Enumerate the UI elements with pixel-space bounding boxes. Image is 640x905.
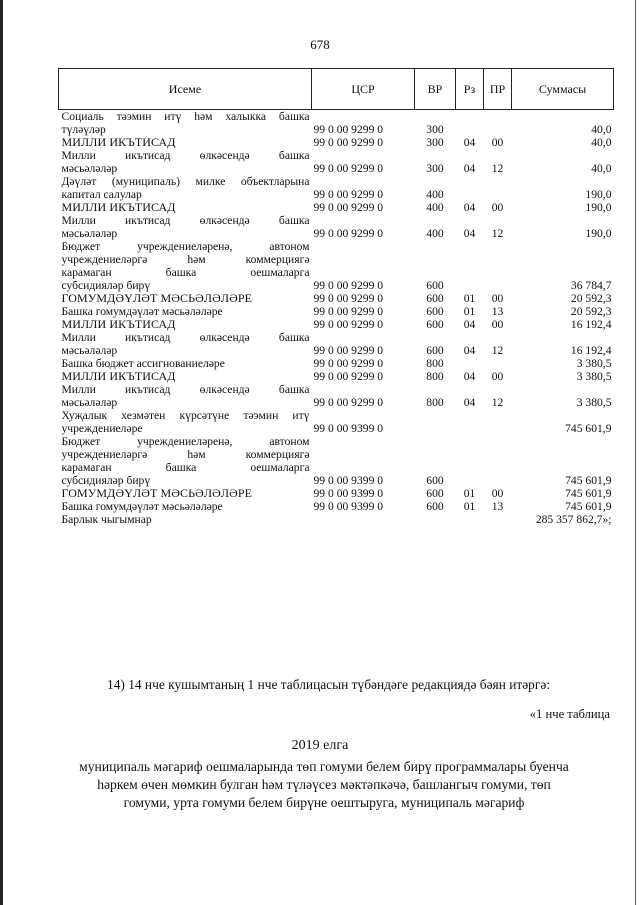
row-csr: 99 0 00 9399 0	[313, 422, 384, 435]
row-vr: 400	[426, 227, 444, 240]
row-csr: 99 0 00 9299 0	[313, 227, 384, 240]
row-rz: 04	[463, 227, 476, 240]
row-pr: 00	[491, 487, 504, 500]
row-vr: 600	[426, 500, 444, 513]
page-number: 678	[310, 37, 330, 52]
row-name-line: мәсьәләләр	[61, 227, 118, 240]
row-rz: 04	[463, 344, 476, 357]
row-pr: 00	[491, 370, 504, 383]
row-name	[59, 487, 312, 500]
row-rz: 01	[463, 292, 476, 305]
row-sum: 745 601,9	[565, 474, 612, 487]
row-rz: 04	[463, 162, 476, 175]
row-name	[59, 409, 312, 435]
row-csr: 99 0 00 9299 0	[313, 396, 384, 409]
row-vr: 400	[426, 201, 444, 214]
row-sum: 36 784,7	[570, 279, 612, 292]
row-vr: 600	[426, 474, 444, 487]
row-name-line: ГОМУМДӘҮЛӘТ МӘСЬӘЛӘЛӘРЕ	[61, 486, 253, 500]
row-vr	[415, 513, 456, 526]
table-row	[59, 500, 614, 513]
row-rz	[456, 357, 484, 370]
table-row	[59, 318, 614, 331]
row-csr: 99 0 00 9399 0	[313, 487, 384, 500]
row-rz	[456, 513, 484, 526]
table-row	[59, 175, 614, 201]
row-vr: 600	[426, 292, 444, 305]
row-name	[59, 331, 312, 357]
row-name-line: Башка гомумдәүләт мәсьәләләре	[61, 305, 223, 318]
row-pr	[484, 435, 512, 487]
row-rz: 04	[463, 201, 476, 214]
header-vr: ВР	[415, 69, 456, 110]
table-row	[59, 214, 614, 240]
row-name	[59, 500, 312, 513]
row-vr: 600	[426, 487, 444, 500]
table-row	[59, 240, 614, 292]
scan-right-border	[635, 0, 636, 905]
table-row	[59, 201, 614, 214]
row-rz: 04	[463, 318, 476, 331]
year-heading: 2019 елга	[291, 738, 349, 753]
scan-left-border	[0, 0, 3, 905]
row-name-line: Бюджет учреждениеләренә, автоном	[61, 240, 310, 253]
description-line: һәркем өчен мөмкин булган һәм түләүсез мәктәпкәчә, башлангыч гомуми, төп	[97, 777, 551, 792]
row-pr: 12	[491, 227, 504, 240]
row-name-line: МИЛЛИ ИКЪТИСАД	[61, 200, 176, 214]
row-csr: 99 0 00 9299 0	[313, 292, 384, 305]
row-pr: 12	[491, 162, 504, 175]
row-name-line: карамаган башка оешмаларга	[61, 266, 310, 279]
header-pr: ПР	[484, 69, 512, 110]
row-name	[59, 175, 312, 201]
row-sum: 285 357 862,7»;	[535, 513, 612, 526]
row-name-line: МИЛЛИ ИКЪТИСАД	[61, 369, 176, 383]
row-sum: 40,0	[591, 162, 612, 175]
row-rz: 04	[463, 136, 476, 149]
table-row	[59, 383, 614, 409]
row-name-line: карамаган башка оешмаларга	[61, 461, 310, 474]
row-sum: 3 380,5	[576, 357, 612, 370]
row-rz	[456, 409, 484, 435]
table-row	[59, 370, 614, 383]
row-sum: 745 601,9	[565, 500, 612, 513]
row-name	[59, 240, 312, 292]
row-sum: 40,0	[591, 123, 612, 136]
row-name-line: Башка бюджет ассигнованиеләре	[61, 357, 225, 370]
header-name: Исеме	[59, 69, 312, 110]
budget-table	[58, 68, 614, 526]
table-row	[59, 513, 614, 526]
row-vr: 300	[426, 123, 444, 136]
row-rz	[456, 175, 484, 201]
row-name-line: Барлык чыгымнар	[61, 513, 152, 526]
row-name	[59, 435, 312, 487]
row-pr: 00	[491, 201, 504, 214]
table-row	[59, 331, 614, 357]
row-name	[59, 292, 312, 305]
row-name	[59, 149, 312, 175]
row-sum: 40,0	[591, 136, 612, 149]
row-csr: 99 0 00 9299 0	[313, 123, 384, 136]
row-vr: 600	[426, 318, 444, 331]
row-rz: 04	[463, 396, 476, 409]
row-vr: 600	[426, 305, 444, 318]
row-name-line: Милли икътисад өлкәсендә башка	[61, 149, 310, 162]
row-vr: 400	[426, 188, 444, 201]
row-vr: 300	[426, 136, 444, 149]
row-pr: 00	[491, 136, 504, 149]
row-sum: 20 592,3	[570, 305, 612, 318]
row-vr: 800	[426, 396, 444, 409]
row-vr	[415, 409, 456, 435]
row-name-line: капитал салулар	[61, 188, 142, 201]
row-sum: 745 601,9	[565, 422, 612, 435]
row-csr: 99 0 00 9399 0	[313, 500, 384, 513]
row-name-line: субсидияләр бирү	[61, 279, 151, 292]
row-name-line: Бюджет учреждениеләренә, автоном	[61, 435, 310, 448]
row-rz	[456, 435, 484, 487]
row-pr	[484, 175, 512, 201]
row-name-line: МИЛЛИ ИКЪТИСАД	[61, 317, 176, 331]
row-csr: 99 0 00 9299 0	[313, 136, 384, 149]
row-vr: 600	[426, 279, 444, 292]
row-name-line: Милли икътисад өлкәсендә башка	[61, 214, 310, 227]
row-vr: 800	[426, 370, 444, 383]
row-name	[59, 136, 312, 149]
row-vr: 800	[426, 357, 444, 370]
row-name-line: мәсьәләләр	[61, 162, 118, 175]
row-sum: 3 380,5	[576, 396, 612, 409]
row-name-line: Социаль тәэмин итү һәм халыкка башка	[61, 110, 310, 123]
row-name	[59, 110, 312, 137]
table-row	[59, 110, 614, 137]
row-sum: 16 192,4	[570, 318, 612, 331]
row-pr: 13	[491, 500, 504, 513]
row-name-line: МИЛЛИ ИКЪТИСАД	[61, 135, 176, 149]
row-vr: 300	[426, 162, 444, 175]
row-pr: 13	[491, 305, 504, 318]
row-name	[59, 201, 312, 214]
table-row	[59, 292, 614, 305]
row-rz: 01	[463, 305, 476, 318]
row-name-line: учреждениеләре	[61, 422, 143, 435]
row-pr: 00	[491, 292, 504, 305]
row-pr	[484, 357, 512, 370]
description-line: муниципаль мәгариф оешмаларында төп гомуми белем бирү программалары буенча	[79, 759, 569, 774]
row-sum: 20 592,3	[570, 292, 612, 305]
row-name	[59, 370, 312, 383]
table-body	[59, 110, 614, 527]
row-name-line: Дәүләт (муниципаль) милке объектларына	[61, 175, 310, 188]
row-name-line: учреждениеләргә һәм коммерциягә	[61, 253, 310, 266]
table-header-row	[59, 69, 614, 110]
row-name-line: учреждениеләргә һәм коммерциягә	[61, 448, 310, 461]
table-reference: «1 нче таблица	[529, 707, 610, 721]
header-csr: ЦСР	[312, 69, 415, 110]
row-vr: 600	[426, 344, 444, 357]
row-csr	[312, 513, 415, 526]
row-csr: 99 0 00 9299 0	[313, 344, 384, 357]
row-rz	[456, 240, 484, 292]
table-row	[59, 435, 614, 487]
row-rz: 01	[463, 500, 476, 513]
row-sum: 16 192,4	[570, 344, 612, 357]
row-name-line: Милли икътисад өлкәсендә башка	[61, 331, 310, 344]
row-sum: 190,0	[585, 188, 612, 201]
row-csr: 99 0 00 9299 0	[313, 318, 384, 331]
row-name-line: мәсьәләләр	[61, 396, 118, 409]
table-row	[59, 487, 614, 500]
row-sum: 3 380,5	[576, 370, 612, 383]
row-name	[59, 383, 312, 409]
row-name-line: субсидияләр бирү	[61, 474, 151, 487]
row-csr: 99 0 00 9299 0	[313, 370, 384, 383]
row-pr: 00	[491, 318, 504, 331]
row-pr	[484, 409, 512, 435]
table-row	[59, 409, 614, 435]
table-row	[59, 136, 614, 149]
row-name	[59, 513, 312, 526]
row-name	[59, 214, 312, 240]
row-name	[59, 318, 312, 331]
header-sum: Суммасы	[512, 69, 614, 110]
table-row	[59, 149, 614, 175]
amendment-paragraph: 14) 14 нче кушымтаның 1 нче таблицасын түбәндәге редакциядә бәян итәргә:	[107, 677, 551, 692]
description-line: гомуми, урта гомуми белем бирүне оештыруга, муниципаль мәгариф	[123, 795, 525, 810]
row-sum: 190,0	[585, 201, 612, 214]
row-rz: 01	[463, 487, 476, 500]
row-sum: 190,0	[585, 227, 612, 240]
row-sum: 745 601,9	[565, 487, 612, 500]
row-name-line: Башка гомумдәүләт мәсьәләләре	[61, 500, 223, 513]
header-rz: Рз	[456, 69, 484, 110]
row-pr: 12	[491, 396, 504, 409]
row-rz	[456, 110, 484, 137]
row-name-line: ГОМУМДӘҮЛӘТ МӘСЬӘЛӘЛӘРЕ	[61, 291, 253, 305]
row-pr: 12	[491, 344, 504, 357]
row-name-line: Хуҗалык хезмәтен күрсәтүне тәэмин итү	[61, 409, 310, 422]
row-pr	[484, 240, 512, 292]
row-csr: 99 0 00 9299 0	[313, 357, 384, 370]
table-description	[18, 758, 630, 812]
row-csr: 99 0 00 9299 0	[313, 201, 384, 214]
row-pr	[484, 110, 512, 137]
row-pr	[484, 513, 512, 526]
row-csr: 99 0 00 9299 0	[313, 162, 384, 175]
row-name-line: мәсьәләләр	[61, 344, 118, 357]
row-csr: 99 0 00 9399 0	[313, 474, 384, 487]
row-csr: 99 0 00 9299 0	[313, 305, 384, 318]
row-csr: 99 0 00 9299 0	[313, 279, 384, 292]
row-rz: 04	[463, 370, 476, 383]
row-name-line: түләүләр	[61, 123, 106, 136]
row-name-line: Милли икътисад өлкәсендә башка	[61, 383, 310, 396]
row-csr: 99 0 00 9299 0	[313, 188, 384, 201]
